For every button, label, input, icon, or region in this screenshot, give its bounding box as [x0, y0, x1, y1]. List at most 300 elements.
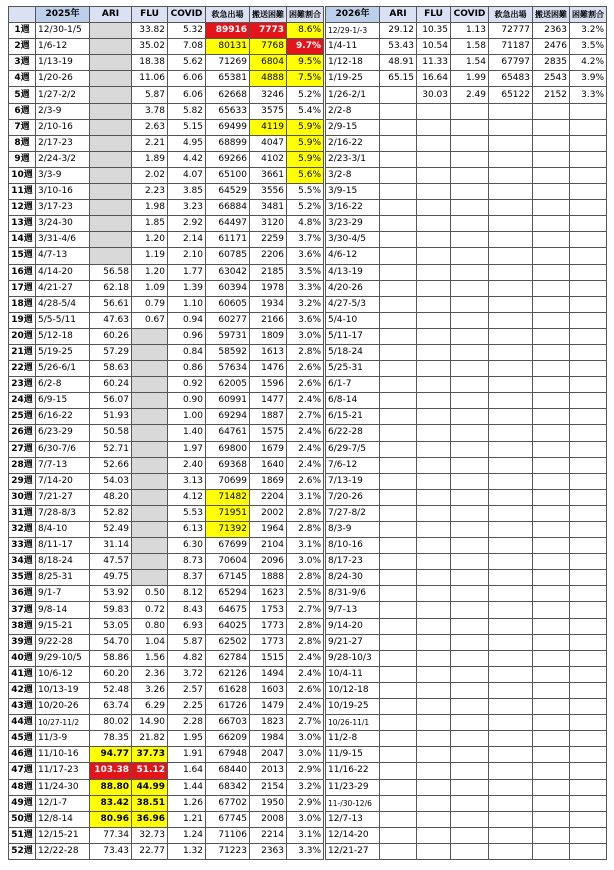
- cell-emergency: 70699: [206, 473, 250, 489]
- cell-week: 41週: [9, 666, 36, 682]
- cell-flu: [417, 522, 451, 538]
- cell-ari: [380, 473, 417, 489]
- cell-date-range: 10/6-12: [36, 666, 90, 682]
- cell-date-range: 4/20-26: [326, 280, 380, 296]
- cell-difficult: 1494: [250, 666, 287, 682]
- table-row: [326, 39, 607, 55]
- cell-covid: 6.93: [168, 618, 206, 634]
- cell-flu: [417, 634, 451, 650]
- cell-emergency: [489, 650, 533, 666]
- cell-ari: [380, 361, 417, 377]
- cell-ratio: [570, 216, 607, 232]
- cell-covid: [451, 312, 489, 328]
- table-row: [9, 119, 324, 135]
- cell-flu: 2.36: [132, 666, 168, 682]
- cell-flu: 1.20: [132, 264, 168, 280]
- cell-flu: 0.80: [132, 618, 168, 634]
- cell-week: 18週: [9, 296, 36, 312]
- cell-flu: [417, 184, 451, 200]
- table-row: [326, 135, 607, 151]
- header-row-2026: [326, 7, 607, 23]
- cell-covid: 1.77: [168, 264, 206, 280]
- table-row: [326, 795, 607, 811]
- cell-week: 30週: [9, 489, 36, 505]
- cell-ari: [90, 55, 132, 71]
- cell-ratio: 5.2%: [287, 87, 324, 103]
- cell-covid: [451, 232, 489, 248]
- cell-date-range: 12/14-20: [326, 827, 380, 843]
- cell-flu: 37.73: [132, 747, 168, 763]
- table-row: [326, 264, 607, 280]
- cell-covid: 2.40: [168, 457, 206, 473]
- cell-emergency: 71187: [489, 39, 533, 55]
- cell-covid: 1.39: [168, 280, 206, 296]
- cell-ratio: 3.6%: [287, 248, 324, 264]
- cell-emergency: [489, 505, 533, 521]
- cell-ari: 47.63: [90, 312, 132, 328]
- cell-ratio: [570, 232, 607, 248]
- cell-date-range: 6/22-28: [326, 425, 380, 441]
- cell-date-range: 1/19-25: [326, 71, 380, 87]
- header-ratio: 困難割合: [570, 7, 607, 23]
- cell-difficult: [533, 296, 570, 312]
- cell-date-range: 7/13-19: [326, 473, 380, 489]
- cell-ratio: [570, 827, 607, 843]
- cell-ratio: 5.2%: [287, 200, 324, 216]
- cell-covid: 2.28: [168, 715, 206, 731]
- table-row: [326, 377, 607, 393]
- cell-flu: 33.82: [132, 23, 168, 39]
- cell-ratio: 3.3%: [287, 280, 324, 296]
- cell-covid: 1.44: [168, 779, 206, 795]
- cell-ari: [380, 682, 417, 698]
- table-row: [326, 409, 607, 425]
- cell-ari: [380, 87, 417, 103]
- cell-emergency: 64675: [206, 602, 250, 618]
- header-year: 2025年: [36, 7, 90, 23]
- cell-ari: 57.29: [90, 344, 132, 360]
- cell-flu: 6.29: [132, 699, 168, 715]
- cell-emergency: [489, 425, 533, 441]
- cell-flu: 3.78: [132, 103, 168, 119]
- cell-covid: 2.92: [168, 216, 206, 232]
- cell-ari: 103.38: [90, 763, 132, 779]
- cell-covid: [451, 522, 489, 538]
- cell-ratio: [570, 715, 607, 731]
- cell-ratio: 5.4%: [287, 103, 324, 119]
- cell-date-range: 5/26-6/1: [36, 361, 90, 377]
- table-row: [326, 71, 607, 87]
- cell-ari: 65.15: [380, 71, 417, 87]
- cell-emergency: [489, 586, 533, 602]
- cell-ari: [380, 184, 417, 200]
- cell-covid: [451, 505, 489, 521]
- cell-flu: 0.72: [132, 602, 168, 618]
- cell-emergency: 63042: [206, 264, 250, 280]
- cell-week: 51週: [9, 827, 36, 843]
- cell-ari: [380, 328, 417, 344]
- cell-flu: [417, 666, 451, 682]
- cell-ari: [380, 216, 417, 232]
- cell-ratio: 5.9%: [287, 135, 324, 151]
- cell-covid: [451, 666, 489, 682]
- cell-ratio: 2.4%: [287, 699, 324, 715]
- cell-week: 5週: [9, 87, 36, 103]
- cell-emergency: 60785: [206, 248, 250, 264]
- cell-ari: [90, 184, 132, 200]
- cell-flu: [132, 538, 168, 554]
- cell-difficult: [533, 699, 570, 715]
- cell-flu: 32.73: [132, 827, 168, 843]
- cell-ratio: 3.5%: [570, 39, 607, 55]
- cell-emergency: 67699: [206, 538, 250, 554]
- cell-date-range: 1/27-2/2: [36, 87, 90, 103]
- cell-flu: [417, 602, 451, 618]
- cell-emergency: 64761: [206, 425, 250, 441]
- cell-emergency: [489, 763, 533, 779]
- table-row: [9, 344, 324, 360]
- cell-emergency: [489, 489, 533, 505]
- cell-emergency: 60394: [206, 280, 250, 296]
- cell-difficult: 1603: [250, 682, 287, 698]
- cell-ari: [380, 232, 417, 248]
- cell-date-range: 8/10-16: [326, 538, 380, 554]
- cell-date-range: 12/21-27: [326, 843, 380, 859]
- cell-ari: [380, 393, 417, 409]
- table-2026: [325, 6, 607, 860]
- table-row: [9, 377, 324, 393]
- cell-ari: [380, 522, 417, 538]
- cell-flu: 18.38: [132, 55, 168, 71]
- cell-ari: [380, 554, 417, 570]
- cell-emergency: 67145: [206, 570, 250, 586]
- cell-emergency: 60605: [206, 296, 250, 312]
- cell-emergency: [489, 264, 533, 280]
- cell-flu: [132, 441, 168, 457]
- cell-covid: [451, 538, 489, 554]
- cell-ari: [380, 650, 417, 666]
- cell-covid: 1.91: [168, 747, 206, 763]
- cell-ratio: 2.6%: [287, 361, 324, 377]
- table-row: [326, 650, 607, 666]
- cell-emergency: 62668: [206, 87, 250, 103]
- table-row: [9, 232, 324, 248]
- cell-difficult: [533, 779, 570, 795]
- cell-ratio: [570, 135, 607, 151]
- cell-date-range: 3/31-4/6: [36, 232, 90, 248]
- cell-difficult: 2104: [250, 538, 287, 554]
- cell-covid: [451, 843, 489, 859]
- cell-flu: [132, 393, 168, 409]
- cell-difficult: 1887: [250, 409, 287, 425]
- table-row: [326, 586, 607, 602]
- cell-date-range: 10/27-11/2: [36, 715, 90, 731]
- cell-emergency: 66703: [206, 715, 250, 731]
- cell-difficult: [533, 103, 570, 119]
- cell-ratio: [570, 522, 607, 538]
- cell-week: 8週: [9, 135, 36, 151]
- cell-ratio: 3.0%: [287, 328, 324, 344]
- cell-ari: 73.43: [90, 843, 132, 859]
- cell-flu: [417, 747, 451, 763]
- cell-week: 16週: [9, 264, 36, 280]
- cell-week: 35週: [9, 570, 36, 586]
- table-row: [9, 71, 324, 87]
- cell-ratio: 4.8%: [287, 216, 324, 232]
- cell-difficult: 1679: [250, 441, 287, 457]
- cell-ratio: [570, 586, 607, 602]
- cell-covid: 7.08: [168, 39, 206, 55]
- cell-ari: [380, 248, 417, 264]
- table-row: [326, 216, 607, 232]
- cell-flu: 1.89: [132, 151, 168, 167]
- cell-date-range: 11/23-29: [326, 779, 380, 795]
- cell-difficult: [533, 312, 570, 328]
- cell-covid: [451, 699, 489, 715]
- cell-week: 2週: [9, 39, 36, 55]
- cell-ari: [90, 167, 132, 183]
- table-row: [9, 39, 324, 55]
- cell-ari: [380, 344, 417, 360]
- cell-ratio: 2.4%: [287, 457, 324, 473]
- cell-date-range: 1/6-12: [36, 39, 90, 55]
- table-row: [9, 167, 324, 183]
- cell-ari: [380, 489, 417, 505]
- cell-emergency: [489, 344, 533, 360]
- cell-ratio: 2.7%: [287, 715, 324, 731]
- header-year: 2026年: [326, 7, 380, 23]
- cell-covid: 0.94: [168, 312, 206, 328]
- cell-date-range: 3/9-15: [326, 184, 380, 200]
- table-row: [9, 473, 324, 489]
- table-row: [9, 747, 324, 763]
- table-row: [326, 151, 607, 167]
- cell-emergency: 72777: [489, 23, 533, 39]
- cell-ari: 62.18: [90, 280, 132, 296]
- cell-ratio: 2.8%: [287, 618, 324, 634]
- cell-flu: [132, 457, 168, 473]
- cell-flu: [132, 473, 168, 489]
- cell-ari: 31.14: [90, 538, 132, 554]
- cell-flu: 11.06: [132, 71, 168, 87]
- cell-ratio: [570, 119, 607, 135]
- cell-covid: [451, 328, 489, 344]
- cell-difficult: [533, 602, 570, 618]
- cell-date-range: 2/24-3/2: [36, 151, 90, 167]
- cell-emergency: [489, 538, 533, 554]
- cell-ari: 59.83: [90, 602, 132, 618]
- cell-week: 52週: [9, 843, 36, 859]
- cell-difficult: [533, 328, 570, 344]
- cell-date-range: 12/1-7: [36, 795, 90, 811]
- cell-ratio: 9.7%: [287, 39, 324, 55]
- cell-covid: 0.90: [168, 393, 206, 409]
- cell-date-range: 10/4-11: [326, 666, 380, 682]
- cell-ari: [380, 634, 417, 650]
- cell-emergency: [489, 361, 533, 377]
- cell-ari: [380, 457, 417, 473]
- cell-flu: [417, 200, 451, 216]
- table-row: [326, 425, 607, 441]
- table-row: [326, 361, 607, 377]
- cell-ratio: 3.6%: [287, 312, 324, 328]
- cell-ratio: 2.8%: [287, 522, 324, 538]
- cell-ratio: [570, 344, 607, 360]
- cell-emergency: 65483: [489, 71, 533, 87]
- cell-covid: [451, 827, 489, 843]
- cell-covid: 4.07: [168, 167, 206, 183]
- cell-difficult: [533, 618, 570, 634]
- cell-difficult: [533, 119, 570, 135]
- cell-ratio: [570, 248, 607, 264]
- cell-date-range: 6/8-14: [326, 393, 380, 409]
- cell-covid: 1.13: [451, 23, 489, 39]
- cell-covid: 0.96: [168, 328, 206, 344]
- cell-date-range: 8/18-24: [36, 554, 90, 570]
- cell-difficult: 1623: [250, 586, 287, 602]
- cell-ari: [90, 87, 132, 103]
- cell-ari: 50.58: [90, 425, 132, 441]
- cell-week: 31週: [9, 505, 36, 521]
- table-row: [326, 522, 607, 538]
- cell-difficult: 4119: [250, 119, 287, 135]
- cell-covid: 1.64: [168, 763, 206, 779]
- cell-ratio: [570, 312, 607, 328]
- cell-difficult: [533, 715, 570, 731]
- cell-ratio: [570, 103, 607, 119]
- cell-ratio: 3.3%: [287, 843, 324, 859]
- cell-ratio: 8.6%: [287, 23, 324, 39]
- cell-difficult: [533, 409, 570, 425]
- table-row: [326, 232, 607, 248]
- cell-difficult: 2363: [250, 843, 287, 859]
- cell-ari: 52.66: [90, 457, 132, 473]
- cell-difficult: [533, 248, 570, 264]
- cell-ari: 60.26: [90, 328, 132, 344]
- cell-week: 12週: [9, 200, 36, 216]
- cell-ratio: [570, 618, 607, 634]
- cell-emergency: 67702: [206, 795, 250, 811]
- cell-ari: [380, 666, 417, 682]
- table-row: [326, 119, 607, 135]
- cell-date-range: 7/14-20: [36, 473, 90, 489]
- header-covid: COVID: [451, 7, 489, 23]
- cell-ari: 60.24: [90, 377, 132, 393]
- table-row: [326, 666, 607, 682]
- cell-ari: 52.71: [90, 441, 132, 457]
- cell-flu: 2.21: [132, 135, 168, 151]
- cell-difficult: [533, 586, 570, 602]
- cell-covid: 2.25: [168, 699, 206, 715]
- cell-week: 11週: [9, 184, 36, 200]
- cell-date-range: 12/7-13: [326, 811, 380, 827]
- cell-week: 40週: [9, 650, 36, 666]
- cell-ari: 63.74: [90, 699, 132, 715]
- table-row: [9, 135, 324, 151]
- cell-covid: 1.95: [168, 731, 206, 747]
- cell-difficult: 2002: [250, 505, 287, 521]
- table-row: [326, 344, 607, 360]
- header-ari: ARI: [90, 7, 132, 23]
- cell-difficult: [533, 264, 570, 280]
- cell-ratio: 3.1%: [287, 489, 324, 505]
- table-row: [9, 505, 324, 521]
- cell-difficult: [533, 489, 570, 505]
- cell-difficult: [533, 843, 570, 859]
- cell-week: 3週: [9, 55, 36, 71]
- cell-covid: 6.30: [168, 538, 206, 554]
- cell-ari: 56.58: [90, 264, 132, 280]
- cell-emergency: [489, 135, 533, 151]
- cell-difficult: 1869: [250, 473, 287, 489]
- cell-ari: 78.35: [90, 731, 132, 747]
- cell-ratio: 2.7%: [287, 602, 324, 618]
- cell-covid: 5.53: [168, 505, 206, 521]
- cell-week: 17週: [9, 280, 36, 296]
- cell-difficult: 1479: [250, 699, 287, 715]
- cell-date-range: 7/20-26: [326, 489, 380, 505]
- cell-date-range: 7/7-13: [36, 457, 90, 473]
- cell-emergency: 71482: [206, 489, 250, 505]
- cell-emergency: 60277: [206, 312, 250, 328]
- cell-ratio: 5.9%: [287, 151, 324, 167]
- cell-emergency: [489, 296, 533, 312]
- cell-ari: 83.42: [90, 795, 132, 811]
- cell-date-range: 3/2-8: [326, 167, 380, 183]
- cell-ratio: 2.8%: [287, 570, 324, 586]
- cell-flu: 0.67: [132, 312, 168, 328]
- cell-covid: 5.87: [168, 634, 206, 650]
- cell-emergency: 62126: [206, 666, 250, 682]
- cell-covid: [451, 361, 489, 377]
- cell-flu: 38.51: [132, 795, 168, 811]
- cell-covid: 1.00: [168, 409, 206, 425]
- cell-ratio: 3.1%: [287, 538, 324, 554]
- cell-covid: 1.54: [451, 55, 489, 71]
- cell-difficult: 1515: [250, 650, 287, 666]
- cell-flu: 22.77: [132, 843, 168, 859]
- cell-flu: [132, 554, 168, 570]
- cell-date-range: 6/2-8: [36, 377, 90, 393]
- cell-difficult: 2152: [533, 87, 570, 103]
- cell-ari: 29.12: [380, 23, 417, 39]
- cell-flu: [417, 361, 451, 377]
- cell-ratio: 2.8%: [287, 634, 324, 650]
- cell-ratio: [570, 441, 607, 457]
- cell-covid: 5.32: [168, 23, 206, 39]
- cell-date-range: 6/15-21: [326, 409, 380, 425]
- cell-emergency: 71223: [206, 843, 250, 859]
- cell-covid: 3.85: [168, 184, 206, 200]
- cell-ari: [380, 505, 417, 521]
- cell-flu: [132, 328, 168, 344]
- cell-difficult: [533, 731, 570, 747]
- table-row: [9, 715, 324, 731]
- cell-flu: [417, 264, 451, 280]
- cell-ratio: 5.5%: [287, 184, 324, 200]
- table-row: [326, 731, 607, 747]
- table-row: [326, 441, 607, 457]
- cell-emergency: [489, 731, 533, 747]
- cell-date-range: 11/9-15: [326, 747, 380, 763]
- cell-ratio: 2.4%: [287, 650, 324, 666]
- table-row: [326, 312, 607, 328]
- cell-covid: [451, 296, 489, 312]
- cell-date-range: 9/1-7: [36, 586, 90, 602]
- cell-date-range: 6/16-22: [36, 409, 90, 425]
- cell-difficult: [533, 666, 570, 682]
- cell-covid: 1.58: [451, 39, 489, 55]
